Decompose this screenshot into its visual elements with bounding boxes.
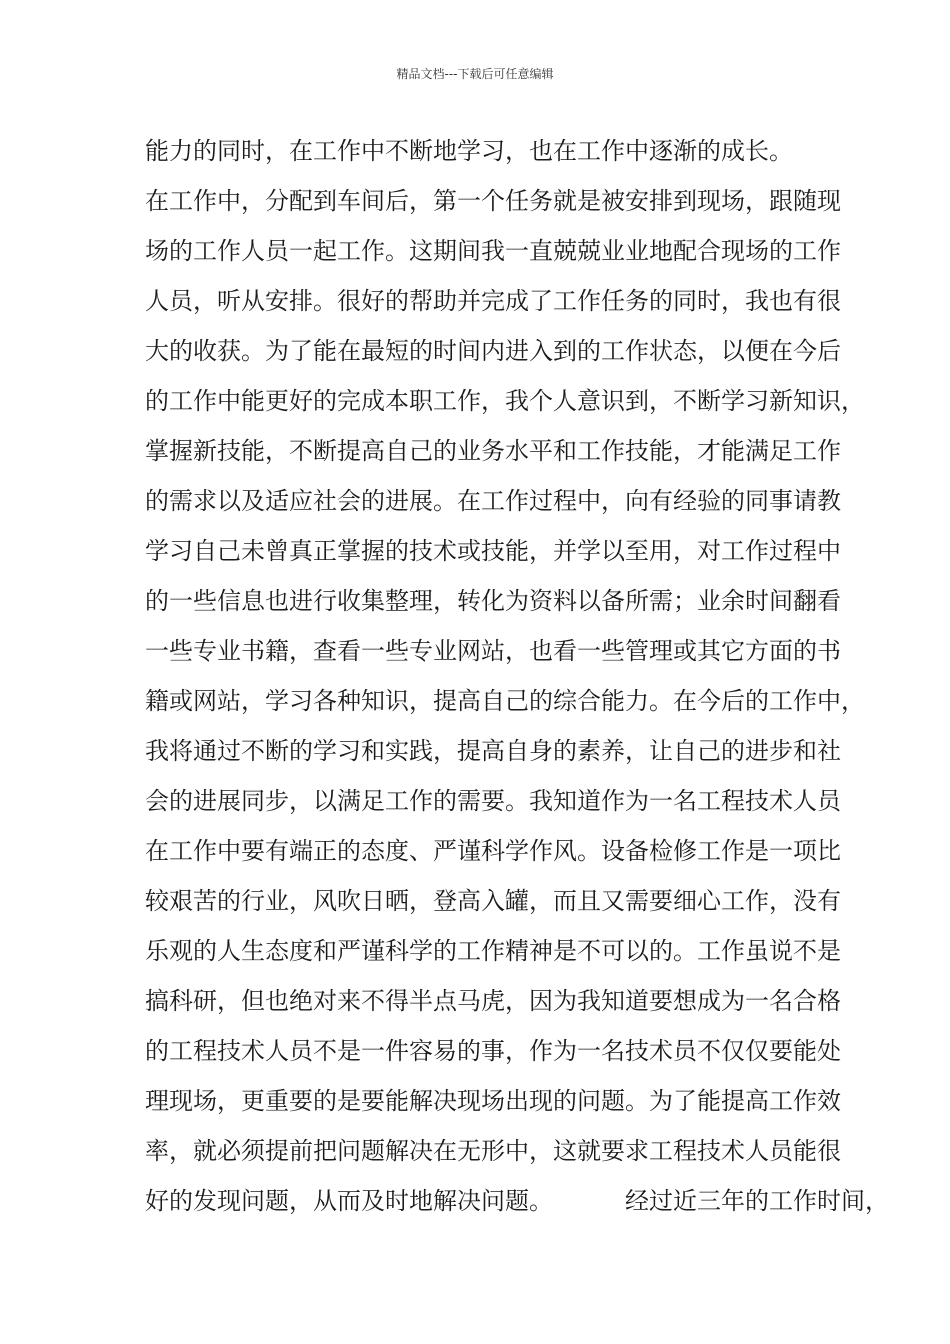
text-line: 籍或网站，学习各种知识，提高自己的综合能力。在今后的工作中， — [145, 687, 865, 715]
text-line: 场的工作人员一起工作。这期间我一直兢兢业业地配合现场的工作 — [145, 237, 841, 265]
text-line: 在工作中，分配到车间后，第一个任务就是被安排到现场，跟随现 — [145, 187, 841, 215]
page-header: 精品文档---下载后可任意编辑 — [396, 67, 554, 81]
text-line: 的一些信息也进行收集整理，转化为资料以备所需；业余时间翻看 — [145, 587, 841, 615]
text-line: 人员，听从安排。很好的帮助并完成了工作任务的同时，我也有很 — [145, 287, 841, 315]
final-line-end: 经过近三年的工作时间， — [625, 1187, 889, 1215]
text-line-final — [145, 1176, 889, 1226]
text-line: 会的进展同步，以满足工作的需要。我知道作为一名工程技术人员 — [145, 787, 841, 815]
text-line: 较艰苦的行业，风吹日晒，登高入罐，而且又需要细心工作，没有 — [145, 887, 841, 915]
text-line: 的需求以及适应社会的进展。在工作过程中，向有经验的同事请教 — [145, 487, 841, 515]
final-line-start: 好的发现问题，从而及时地解决问题。 — [145, 1187, 553, 1215]
text-line: 一些专业书籍，查看一些专业网站，也看一些管理或其它方面的书 — [145, 637, 841, 665]
text-line: 掌握新技能，不断提高自己的业务水平和工作技能，才能满足工作 — [145, 437, 841, 465]
text-line: 我将通过不断的学习和实践，提高自身的素养，让自己的进步和社 — [145, 737, 841, 765]
body-text — [145, 126, 889, 1226]
text-line: 搞科研，但也绝对来不得半点马虎，因为我知道要想成为一名合格 — [145, 987, 841, 1015]
text-line: 的工作中能更好的完成本职工作，我个人意识到，不断学习新知识， — [145, 387, 865, 415]
text-line: 大的收获。为了能在最短的时间内进入到的工作状态，以便在今后 — [145, 337, 841, 365]
text-line: 率，就必须提前把问题解决在无形中，这就要求工程技术人员能很 — [145, 1137, 841, 1165]
text-line: 学习自己未曾真正掌握的技术或技能，并学以至用，对工作过程中 — [145, 537, 841, 565]
text-line: 在工作中要有端正的态度、严谨科学作风。设备检修工作是一项比 — [145, 837, 841, 865]
text-line: 能力的同时，在工作中不断地学习，也在工作中逐渐的成长。 — [145, 137, 793, 165]
text-line: 理现场，更重要的是要能解决现场出现的问题。为了能提高工作效 — [145, 1087, 841, 1115]
text-line: 乐观的人生态度和严谨科学的工作精神是不可以的。工作虽说不是 — [145, 937, 841, 965]
text-line: 的工程技术人员不是一件容易的事，作为一名技术员不仅仅要能处 — [145, 1037, 841, 1065]
